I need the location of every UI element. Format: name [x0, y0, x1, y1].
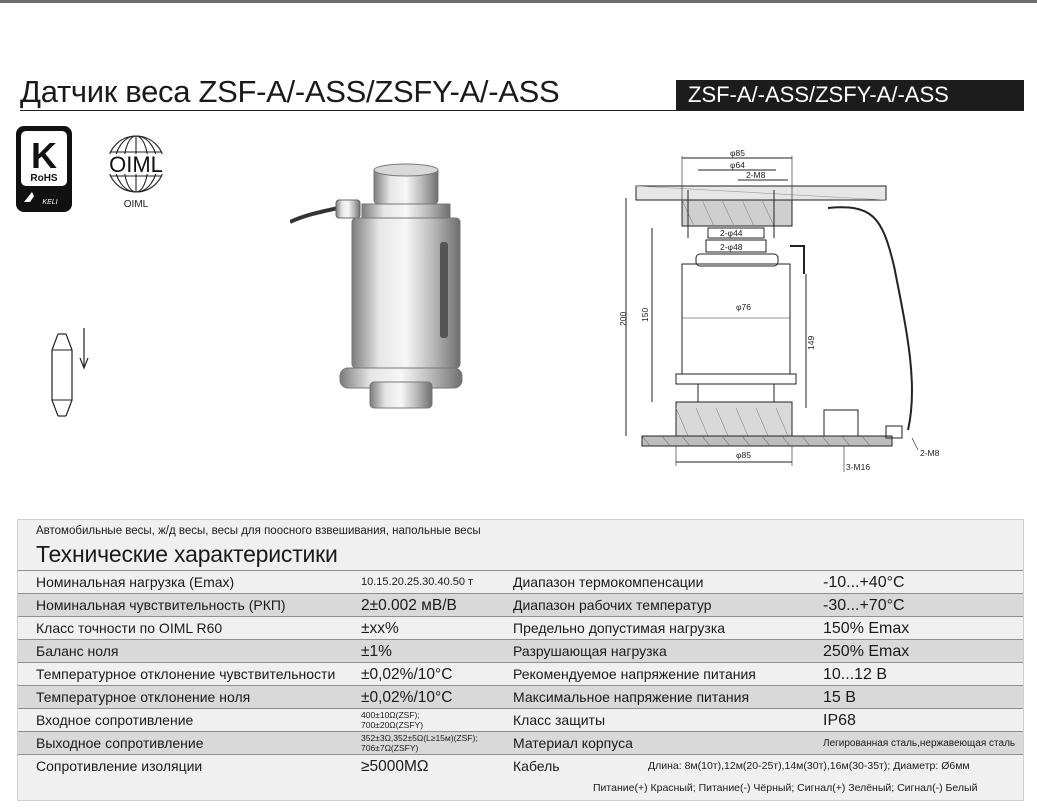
- table-row: [18, 570, 1023, 594]
- spec-value: -10...+40°C: [823, 574, 905, 591]
- spec-value: ±xx%: [361, 620, 399, 637]
- spec-label: Входное сопротивление: [36, 712, 194, 728]
- spec-label: Кабель: [513, 758, 560, 774]
- spec-value: ±0,02%/10°C: [361, 689, 453, 706]
- dim-phi64: φ64: [730, 160, 745, 170]
- dim-phi85-bottom: φ85: [736, 450, 751, 460]
- spec-value: 250% Emax: [823, 643, 910, 660]
- spec-label: Максимальное напряжение питания: [513, 689, 750, 705]
- applications-text: Автомобильные весы, ж/д весы, весы для поосного взвешивания, напольные весы: [36, 525, 481, 537]
- dim-200: 200: [618, 311, 628, 326]
- spec-label: Диапазон термокомпенсации: [513, 574, 704, 590]
- rohs-text: RoHS: [30, 173, 58, 184]
- dim-3m16: 3-M16: [846, 462, 871, 472]
- table-row: [18, 616, 1023, 640]
- rohs-logo: [16, 126, 72, 212]
- table-row: [18, 662, 1023, 686]
- spec-label: Класс точности по OIML R60: [36, 620, 223, 636]
- dim-2phi48: 2-φ48: [720, 242, 743, 252]
- cable-detail: Длина: 8м(10т),12м(20-25т),14м(30т),16м(30-35т); Диаметр: Ø6мм: [648, 760, 970, 772]
- spec-value: 2±0.002 мВ/В: [361, 597, 457, 614]
- spec-label: Номинальная чувствительность (РКП): [36, 597, 286, 613]
- dim-phi85-top: φ85: [730, 148, 745, 158]
- spec-value-line: 700±20Ω(ZSFY): [361, 720, 424, 730]
- technical-drawing: [612, 146, 972, 476]
- dim-2m8-side: 2-M8: [920, 448, 940, 458]
- spec-label: Рекомендуемое напряжение питания: [513, 666, 756, 682]
- spec-value: Легированная сталь,нержавеющая сталь: [823, 738, 1016, 749]
- oiml-text: OIML: [109, 152, 163, 177]
- table-row: [18, 708, 1023, 732]
- spec-title: Технические характеристики: [36, 541, 338, 567]
- spec-value: -30...+70°C: [823, 597, 905, 614]
- spec-label: Предельно допустимая нагрузка: [513, 620, 726, 636]
- oiml-label: OIML: [123, 199, 149, 210]
- dim-phi76: φ76: [736, 302, 751, 312]
- title-underline: [20, 110, 1024, 111]
- spec-value: IP68: [823, 712, 856, 729]
- spec-panel: [17, 519, 1024, 801]
- spec-value: ±0,02%/10°C: [361, 666, 453, 683]
- model-badge: ZSF-A/-ASS/ZSFY-A/-ASS: [676, 80, 1024, 110]
- rohs-k-letter: K: [31, 135, 57, 176]
- spec-label: Разрушающая нагрузка: [513, 643, 667, 659]
- dim-150: 150: [640, 307, 650, 322]
- load-cell-photo: [290, 160, 470, 415]
- spec-value: ≥5000MΩ: [361, 758, 429, 775]
- spec-value: 15 В: [823, 689, 856, 706]
- load-direction-symbol: [44, 326, 94, 422]
- spec-value: 10.15.20.25.30.40.50 т: [361, 576, 474, 588]
- spec-value: 150% Emax: [823, 620, 910, 637]
- spec-value: ±1%: [361, 643, 392, 660]
- spec-label: Класс защиты: [513, 712, 606, 728]
- table-row: [18, 593, 1023, 617]
- dim-2m8-top: 2-M8: [746, 170, 766, 180]
- spec-label: Материал корпуса: [513, 735, 633, 751]
- spec-value-line: 706±7Ω(ZSFY): [361, 743, 419, 753]
- cable-wiring-note: Питание(+) Красный; Питание(-) Чёрный; Сигнал(+) Зелёный; Сигнал(-) Белый: [593, 782, 978, 794]
- page-title: Датчик веса ZSF-A/-ASS/ZSFY-A/-ASS: [20, 74, 560, 109]
- spec-label: Баланс ноля: [36, 643, 119, 659]
- spec-value-line: 400±10Ω(ZSF);: [361, 710, 420, 720]
- dim-2phi44: 2-φ44: [720, 228, 743, 238]
- table-row: [18, 685, 1023, 709]
- spec-value-line: 352±3Ω,352±5Ω(L≥15м)(ZSF);: [361, 733, 478, 743]
- spec-label: Температурное отклонение ноля: [36, 689, 251, 705]
- table-row: [18, 639, 1023, 663]
- spec-label: Выходное сопротивление: [36, 735, 204, 751]
- spec-label: Сопротивление изоляции: [36, 758, 203, 774]
- table-row: [18, 731, 1023, 755]
- spec-label: Температурное отклонение чувствительности: [36, 666, 336, 682]
- spec-label: Номинальная нагрузка (Emax): [36, 574, 235, 590]
- top-border: [0, 0, 1037, 3]
- spec-value: 10...12 В: [823, 666, 888, 683]
- table-row: [18, 754, 1023, 778]
- spec-label: Диапазон рабочих температур: [513, 597, 712, 613]
- brand-text: KELI: [42, 199, 58, 206]
- dim-149: 149: [806, 335, 816, 350]
